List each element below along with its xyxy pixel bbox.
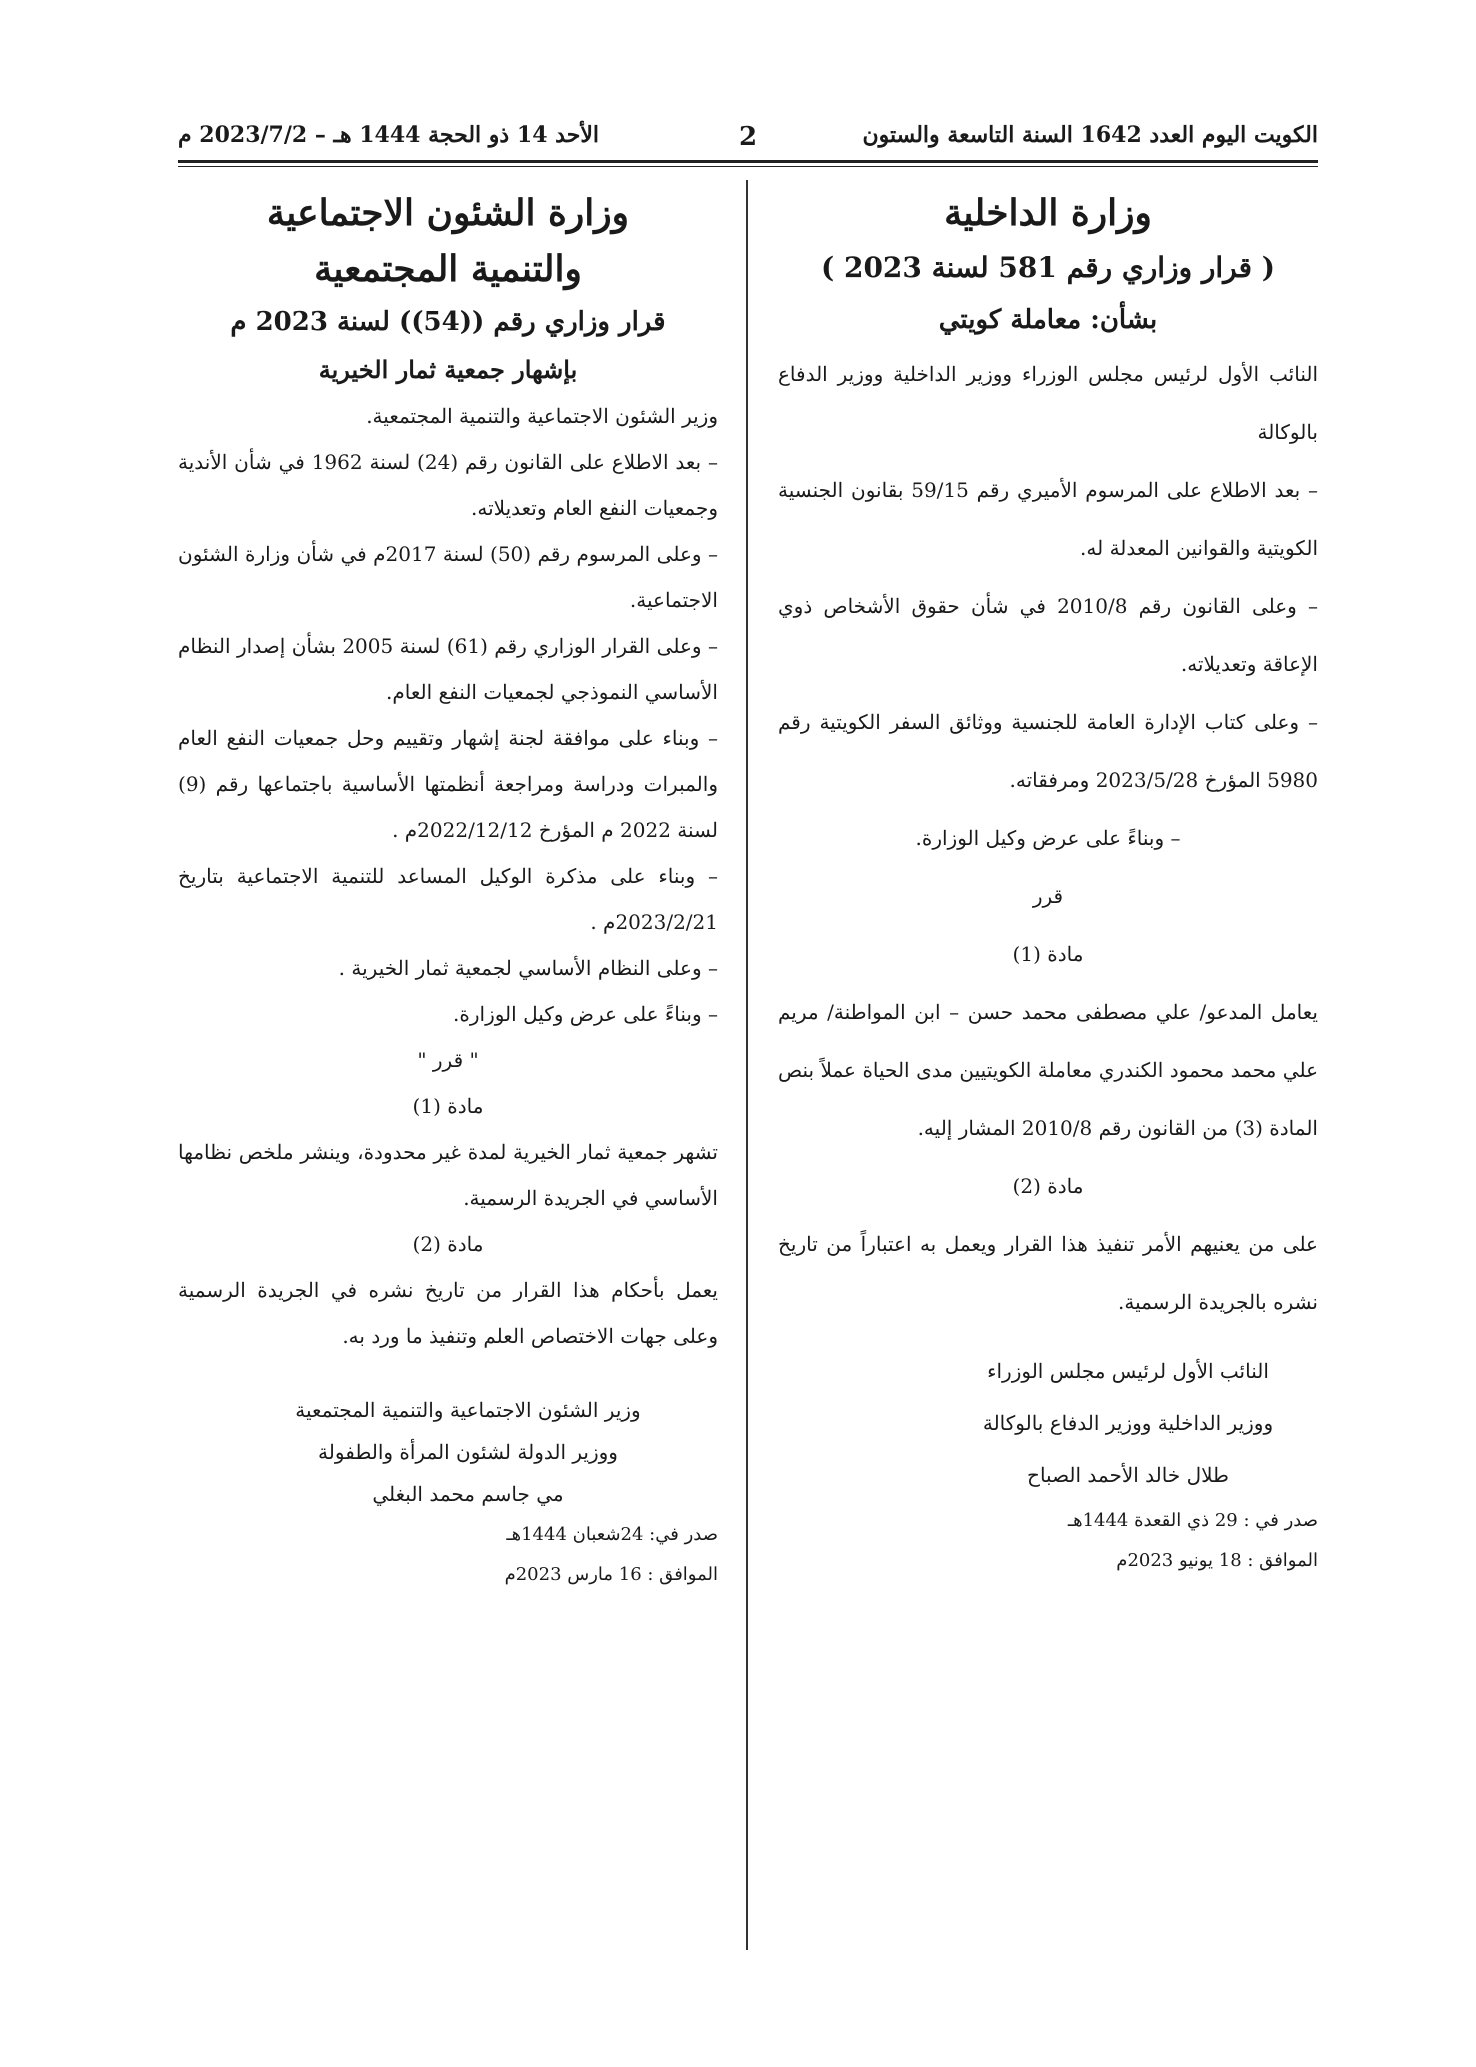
article-heading: مادة (1) [1012,942,1084,966]
article-text: على من يعنيهم الأمر تنفيذ هذا القرار ويعمل به اعتباراً من تاريخ نشره بالجريدة الرسمية. [778,1232,1318,1314]
ministry-title: وزارة الشئون الاجتماعية [266,192,630,234]
issue-date: الأحد 14 ذو الحجة 1444 هـ – 2023/7/2 م [178,122,599,148]
signatory-title: النائب الأول لرئيس مجلس الوزراء [987,1359,1269,1383]
preamble-clause: – بعد الاطلاع على المرسوم الأميري رقم 59/15 بقانون الجنسية الكويتية والقوانين المعدلة له. [778,478,1318,560]
issue-date-hijri: صدر في : 29 ذي القعدة 1444هـ [1067,1510,1318,1531]
article-text: تشهر جمعية ثمار الخيرية لمدة غير محدودة، وينشر ملخص نظامها الأساسي في الجريدة الرسمية. [178,1140,718,1210]
decision-subject: بشأن: معاملة كويتي [938,305,1158,335]
preamble-clause: – وبناءً على عرض وكيل الوزارة. [453,1002,718,1026]
issue-date-gregorian: الموافق : 16 مارس 2023م [504,1564,718,1585]
page-header [178,122,1318,152]
issue-date-gregorian: الموافق : 18 يونيو 2023م [1116,1550,1318,1571]
signatory-name: طلال خالد الأحمد الصباح [1027,1463,1229,1487]
preamble-clause: – وعلى القرار الوزاري رقم (61) لسنة 2005 بشأن إصدار النظام الأساسي النموذجي لجمعيات النفع العام. [178,634,718,704]
preamble-clause: – بعد الاطلاع على القانون رقم (24) لسنة 1962 في شأن الأندية وجمعيات النفع العام وتعديلاته. [178,450,718,520]
decision-keyword: قرر [1032,884,1064,908]
social-affairs-column [178,185,718,1595]
page-number: 2 [738,122,758,152]
ministry-title: وزارة الداخلية [944,192,1152,234]
gazette-issue-info: الكويت اليوم العدد 1642 السنة التاسعة والستون [862,122,1318,148]
article-heading: مادة (2) [412,1232,484,1256]
article-text: يعامل المدعو/ علي مصطفى محمد حسن – ابن المواطنة/ مريم علي محمد محمود الكندري معاملة الكويتيين مدى الحياة عملاً بنص المادة (3) من القانون رقم 2010/8 المشار إليه. [778,1000,1318,1140]
spacer [778,1331,1318,1345]
decision-keyword: " قرر " [417,1048,479,1072]
decision-title: ( قرار وزاري رقم 581 لسنة 2023 ) [820,251,1276,284]
ministry-title-line2: والتنمية المجتمعية [314,248,582,290]
article-heading: مادة (1) [412,1094,484,1118]
signatory-title: وزير الشئون الاجتماعية والتنمية المجتمعية [295,1398,641,1422]
preamble-clause: – وعلى المرسوم رقم (50) لسنة 2017م في شأن وزارة الشئون الاجتماعية. [178,542,719,612]
header-rule-thin [178,166,1318,167]
decision-subject: بإشهار جمعية ثمار الخيرية [318,355,578,384]
signatory-title: ووزير الدولة لشئون المرأة والطفولة [318,1440,618,1464]
decision-title: قرار وزاري رقم ((54)) لسنة 2023 م [230,307,666,337]
article-heading: مادة (2) [1012,1174,1084,1198]
preamble-clause: – وعلى كتاب الإدارة العامة للجنسية ووثائق السفر الكويتية رقم 5980 المؤرخ 2023/5/28 ومرفقاته. [778,710,1318,792]
preamble-clause: – وعلى القانون رقم 2010/8 في شأن حقوق الأشخاص ذوي الإعاقة وتعديلاته. [778,594,1318,676]
interior-ministry-column [778,185,1318,1581]
preamble-clause: – وبناء على موافقة لجنة إشهار وتقييم وحل جمعيات النفع العام والمبرات ودراسة ومراجعة أنظمتها الأساسية باجتماعها رقم (9) لسنة 2022 م المؤرخ 2022/12/12م . [178,726,718,842]
header-rule-thick [178,160,1318,163]
preamble-issuer: النائب الأول لرئيس مجلس الوزراء ووزير الداخلية ووزير الدفاع بالوكالة [778,362,1318,444]
spacer [178,1359,718,1389]
preamble-clause: – وبناء على مذكرة الوكيل المساعد للتنمية الاجتماعية بتاريخ 2023/2/21م . [178,864,718,934]
signatory-name: مي جاسم محمد البغلي [372,1482,564,1506]
preamble-clause: – وبناءً على عرض وكيل الوزارة. [915,826,1181,850]
preamble-issuer: وزير الشئون الاجتماعية والتنمية المجتمعية. [366,404,718,428]
column-divider [746,180,748,1950]
preamble-clause: – وعلى النظام الأساسي لجمعية ثمار الخيرية . [338,956,718,980]
article-text: يعمل بأحكام هذا القرار من تاريخ نشره في الجريدة الرسمية وعلى جهات الاختصاص العلم وتنفيذ ما ورد به. [178,1278,718,1348]
signatory-title: ووزير الداخلية ووزير الدفاع بالوكالة [982,1411,1274,1435]
issue-date-hijri: صدر في: 24شعبان 1444هـ [506,1524,718,1545]
